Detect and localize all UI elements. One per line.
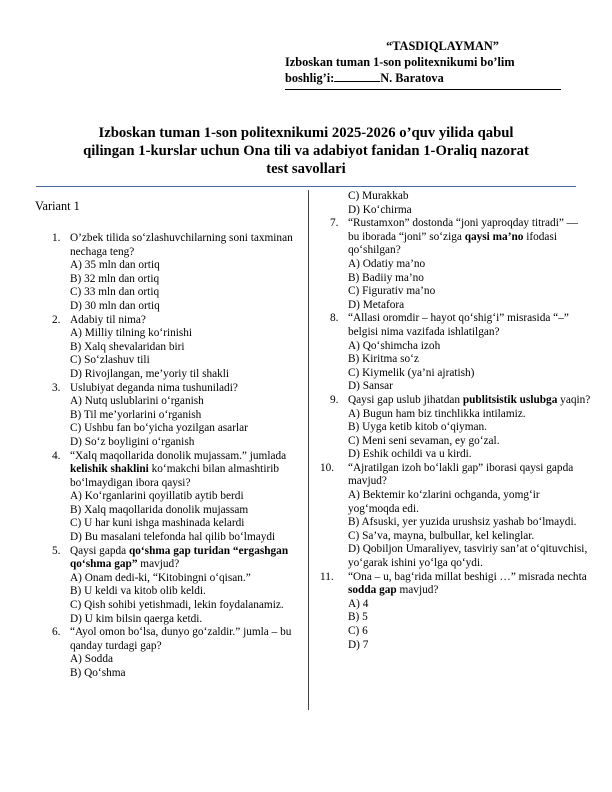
option-b: B) Badiiy ma’no — [348, 271, 424, 284]
option-c: C) Meni seni sevaman, ey go‘zal. — [348, 434, 500, 447]
question-text — [348, 571, 587, 597]
column-divider — [308, 190, 309, 710]
option-d: D) Qobiljon Umaraliyev, tasviriy san’at o‘qituvchisi, yo‘garak ishini yo‘lga qo‘ydi. — [348, 543, 588, 570]
option-a: A) Qo‘shimcha izoh — [348, 339, 441, 352]
option-d: D) Eshik ochildi va u kirdi. — [348, 448, 472, 461]
option-b: B) Qo‘shma — [70, 667, 126, 679]
option-a: A) Odatiy ma’no — [348, 257, 426, 270]
option-b: B) Uyga ketib kitob o‘qiyman. — [348, 421, 487, 434]
question-number: 2. — [52, 313, 61, 326]
option-c: C) Sa’va, mayna, bulbullar, kel kelinglar. — [348, 529, 535, 542]
text-emphasis: qo‘shma gap turidan “ergashgan qo‘shma gap” — [70, 544, 289, 571]
question-number: 11. — [320, 570, 334, 583]
question-5 — [52, 545, 294, 627]
variant-label: Variant 1 — [35, 199, 80, 213]
question-text — [348, 394, 590, 406]
text-part: yaqin? — [557, 393, 591, 406]
option-b: B) Kiritma so‘z — [348, 353, 419, 366]
option-b: B) U keldi va kitob olib keldi. — [70, 585, 206, 598]
question-text — [70, 545, 288, 571]
option-b: B) Xalq maqollarida donolik mujassam — [70, 503, 249, 516]
question-number: 7. — [330, 217, 339, 230]
question-7 — [330, 217, 592, 312]
option-a: A) Onam dedi-ki, “Kitobingni o‘qisan.” — [70, 571, 251, 584]
signature-blank — [334, 71, 380, 82]
option-c: C) 6 — [348, 625, 368, 637]
option-b: B) 5 — [348, 611, 368, 624]
text-part: “Xalq maqollarida donolik mujassam.” jumlada — [70, 449, 287, 462]
question-11 — [320, 570, 592, 653]
text-emphasis: qaysi ma’no — [464, 230, 524, 243]
question-text: “Allasi oromdir – hayot qo‘shig‘i” misrasida “–” belgisi nima vazifada ishlatilgan? — [348, 312, 569, 338]
option-c: C) Ushbu fan bo‘yicha yozilgan asarlar — [70, 422, 248, 435]
option-c: C) Figurativ ma’no — [348, 285, 436, 298]
question-9 — [330, 394, 592, 462]
option-a: A) Sodda — [70, 653, 113, 666]
question-number: 9. — [330, 393, 339, 406]
option-d: D) Sansar — [348, 380, 393, 393]
option-c: C) Qish sohibi yetishmadi, lekin foydalanamiz. — [70, 599, 284, 612]
title-line2: qilingan 1-kurslar uchun Ona tili va adabiyot fanidan 1-Oraliq nazorat — [83, 143, 529, 159]
text-part: ifodasi qo‘shilgan? — [348, 230, 557, 257]
document-title — [40, 124, 572, 178]
question-number: 8. — [330, 312, 339, 325]
option-c: C) U har kuni ishga mashinada kelardi — [70, 517, 245, 530]
question-6 — [52, 626, 294, 680]
question-text: O’zbek tilida so‘zlashuvchilarning soni taxminan nechaga teng? — [70, 232, 293, 258]
question-8 — [330, 312, 592, 394]
text-part: “Ona – u, bag‘rida millat beshigi …” misrada nechta — [348, 570, 587, 583]
left-column — [52, 232, 294, 681]
question-3 — [52, 382, 294, 450]
question-text: “Ayol omon bo‘lsa, dunyo go‘zaldir.” jumla – bu qanday turdagi gap? — [70, 626, 292, 652]
option-d: D) Bu masalani telefonda hal qilib bo‘lmaydi — [70, 531, 276, 544]
option-a: A) Nutq uslublarini o‘rganish — [70, 395, 204, 408]
question-2 — [52, 314, 294, 382]
option-c: C) Murakkab — [348, 190, 409, 202]
option-b: B) 32 mln dan ortiq — [70, 272, 160, 285]
question-text — [348, 217, 578, 256]
question-1 — [52, 232, 294, 314]
question-text: “Ajratilgan izoh bo‘lakli gap” iborasi qaysi gapda mavjud? — [348, 461, 574, 488]
text-part: mavjud? — [137, 558, 180, 571]
approval-block — [285, 38, 560, 86]
text-part: Qaysi gap uslub jihatdan — [348, 393, 463, 406]
option-a: A) Milliy tilning ko‘rinishi — [70, 327, 193, 340]
title-rule — [36, 186, 576, 187]
option-d: D) So‘z boyligini o‘rganish — [70, 435, 195, 448]
question-4 — [52, 450, 294, 545]
option-a: A) 4 — [348, 597, 369, 610]
text-emphasis: publitsistik uslubga — [462, 393, 558, 406]
option-a: A) 35 mln dan ortiq — [70, 259, 160, 272]
option-a: A) Bektemir ko‘zlarini ochganda, yomg‘ir yog‘moqda edi. — [348, 489, 540, 515]
text-part: “Rustamxon” dostonda “joni yaproqday titradi” — bu iborada “joni” so‘ziga — [348, 217, 578, 243]
text-part: Qaysi gapda — [70, 544, 129, 557]
right-column — [320, 190, 592, 652]
approval-line1: Izboskan tuman 1-son politexnikumi bo’lim — [285, 55, 515, 69]
approval-rule — [285, 89, 561, 90]
option-b: B) Afsuski, yer yuzida urushsiz yashab bo‘lmaydi. — [348, 516, 577, 529]
option-d: D) 7 — [348, 638, 369, 651]
text-part: ko‘makchi bilan almashtirib bo‘lmaydigan ibora qaysi? — [70, 463, 280, 489]
approval-name: N. Baratova — [380, 71, 444, 85]
option-d: D) 30 mln dan ortiq — [70, 299, 160, 312]
approval-prefix: boshlig’i: — [285, 71, 335, 85]
question-number: 10. — [320, 461, 335, 474]
question-number: 5. — [52, 544, 61, 557]
option-b: B) Xalq shevalaridan biri — [70, 340, 185, 353]
question-text: Adabiy til nima? — [70, 313, 146, 326]
option-d: D) Metafora — [348, 298, 405, 311]
option-a: A) Ko‘rganlarini qoyillatib aytib berdi — [70, 490, 244, 503]
approval-line2 — [285, 70, 560, 86]
option-c: C) 33 mln dan ortiq — [70, 286, 160, 299]
option-d: D) Rivojlangan, me’yoriy til shakli — [70, 367, 230, 380]
question-number: 6. — [52, 626, 61, 639]
option-c: C) So‘zlashuv tili — [70, 354, 150, 367]
title-line1: Izboskan tuman 1-son politexnikumi 2025-2026 o’quv yilida qabul — [98, 125, 514, 141]
option-a: A) Bugun ham biz tinchlikka intilamiz. — [348, 407, 526, 420]
question-number: 1. — [52, 232, 61, 244]
text-emphasis: kelishik shaklini — [70, 463, 149, 476]
question-text — [70, 450, 286, 489]
text-part: mavjud? — [396, 584, 439, 597]
option-d: D) U kim bilsin qaerga ketdi. — [70, 612, 203, 625]
question-6-continued — [330, 190, 592, 217]
question-number: 4. — [52, 449, 61, 462]
option-d: D) Ko‘chirma — [348, 203, 412, 216]
option-c: C) Kiymelik (ya’ni ajratish) — [348, 366, 475, 379]
title-line3: test savollari — [266, 161, 346, 177]
option-b: B) Til me’yorlarini o‘rganish — [70, 408, 202, 421]
approval-title: “TASDIQLAYMAN” — [386, 39, 499, 53]
question-text: Uslubiyat deganda nima tushuniladi? — [70, 381, 238, 394]
text-emphasis: sodda gap — [348, 584, 397, 597]
question-number: 3. — [52, 381, 61, 394]
question-10 — [320, 461, 592, 571]
